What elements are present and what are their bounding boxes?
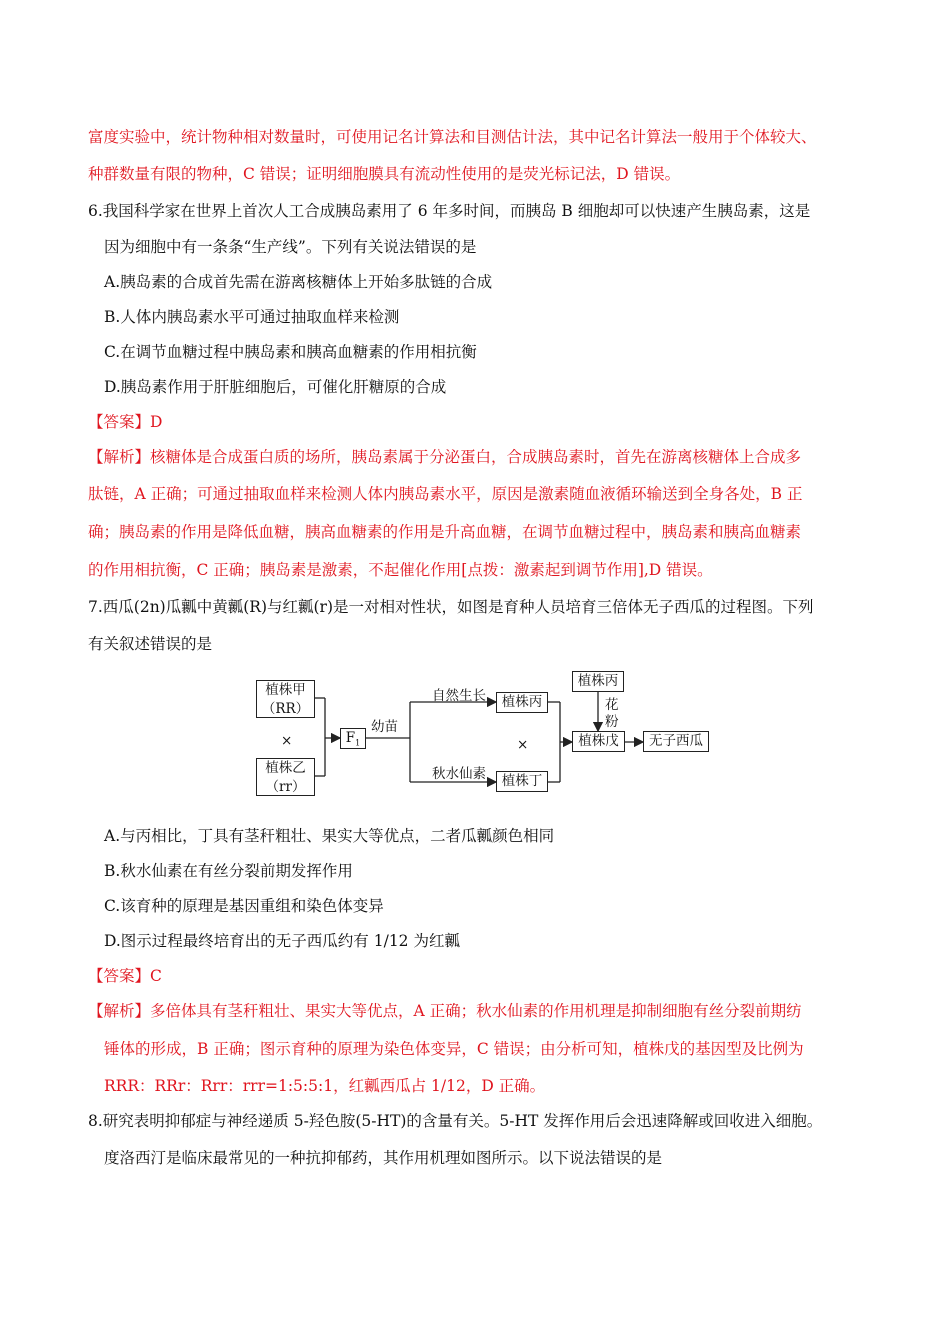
q7-analysis-line-2: 锤体的形成，B 正确；图示育种的原理为染色体变异，C 错误；由分析可知，植株戊的基因型及比例为 [104,1040,804,1058]
q8-stem-line-1: 8.研究表明抑郁症与神经递质 5-羟色胺(5-HT)的含量有关。5-HT 发挥作用后会迅速降解或回收进入细胞。 [88,1112,823,1130]
q6-analysis-line-2: 肽链，A 正确；可通过抽取血样来检测人体内胰岛素水平，原因是激素随血液循环输送到全身各处，B 正 [88,485,803,503]
q5-analysis-line-2: 种群数量有限的物种，C 错误；证明细胞膜具有流动性使用的是荧光标记法，D 错误。 [88,165,681,183]
natural-growth-label: 自然生长 [432,688,486,704]
cross-symbol-1: × [281,733,293,749]
f1-box [340,728,366,749]
q6-option-b: B.人体内胰岛素水平可通过抽取血样来检测 [104,308,400,326]
q7-answer [88,965,162,987]
pollen-label-2: 粉 [605,714,619,730]
plant-e-box: 植株戊 [572,731,625,752]
q6-analysis-line-4: 的作用相抗衡，C 正确；胰岛素是激素，不起催化作用[点拨：激素起到调节作用],D 错误。 [88,561,713,579]
plant-b-label: 植株乙 [265,760,306,776]
plant-a-box [256,680,315,718]
q8-stem-line-2: 度洛西汀是临床最常见的一种抗抑郁药，其作用机理如图所示。以下说法错误的是 [104,1149,663,1167]
colchicine-label: 秋水仙素 [432,766,486,782]
q7-option-b: B.秋水仙素在有丝分裂前期发挥作用 [104,862,353,880]
plant-c-pollen-box: 植株丙 [572,671,624,692]
q7-option-c: C.该育种的原理是基因重组和染色体变异 [104,897,384,915]
plant-b-box [256,758,315,796]
plant-a-genotype: （RR） [261,701,310,717]
q6-stem-line-2: 因为细胞中有一条条“生产线”。下列有关说法错误的是 [104,238,477,256]
q7-answer-value: C [150,967,162,985]
q7-option-a: A.与丙相比，丁具有茎秆粗壮、果实大等优点，二者瓜瓤颜色相同 [104,827,555,845]
cross-symbol-2: × [517,737,529,753]
pollen-label-1: 花 [605,697,619,713]
q6-answer-tag: 【答案】 [88,413,151,431]
q6-option-a: A.胰岛素的合成首先需在游离核糖体上开始多肽链的合成 [104,273,493,291]
q6-option-c: C.在调节血糖过程中胰岛素和胰高血糖素的作用相抗衡 [104,343,477,361]
plant-a-label: 植株甲 [265,682,306,698]
q6-analysis-line-3: 确；胰岛素的作用是降低血糖，胰高血糖素的作用是升高血糖，在调节血糖过程中，胰岛素和胰高血糖素 [88,523,802,541]
seedling-label: 幼苗 [371,719,398,735]
q6-option-d: D.胰岛素作用于肝脏细胞后，可催化肝糖原的合成 [104,378,447,396]
f1-subscript: 1 [355,738,361,748]
plant-c-box: 植株丙 [496,692,548,713]
q7-option-d: D.图示过程最终培育出的无子西瓜约有 1/12 为红瓤 [104,932,460,950]
q7-stem-line-2: 有关叙述错误的是 [88,635,213,653]
q7-answer-tag: 【答案】 [88,967,151,985]
q6-analysis-text-1: 核糖体是合成蛋白质的场所，胰岛素属于分泌蛋白，合成胰岛素时，首先在游离核糖体上合成多 [150,448,802,466]
seedless-watermelon-box: 无子西瓜 [643,731,709,752]
q5-analysis-line-1: 富度实验中，统计物种相对数量时，可使用记名计算法和目测估计法，其中记名计算法一般用于个体较大、 [88,128,817,146]
q6-answer-value: D [150,413,163,431]
plant-d-box: 植株丁 [496,771,548,792]
f1-label: F [345,730,356,746]
plant-b-genotype: （rr） [265,779,306,795]
q6-stem-line-1: 6.我国科学家在世界上首次人工合成胰岛素用了 6 年多时间，而胰岛 B 细胞却可以快速产生胰岛素，这是 [88,202,811,220]
q6-analysis-tag: 【解析】 [88,448,151,466]
q7-analysis-line-3: RRR：RRr：Rrr：rrr=1:5:5:1，红瓤西瓜占 1/12，D 正确。 [104,1077,546,1095]
q7-analysis-tag: 【解析】 [88,1002,151,1020]
q7-analysis-text-1: 多倍体具有茎秆粗壮、果实大等优点，A 正确；秋水仙素的作用机理是抑制细胞有丝分裂前期纺 [150,1002,802,1020]
q7-analysis-line-1 [88,1000,802,1022]
q7-stem-line-1: 7.西瓜(2n)瓜瓤中黄瓤(R)与红瓤(r)是一对相对性状，如图是育种人员培育三倍体无子西瓜的过程图。下列 [88,598,814,616]
